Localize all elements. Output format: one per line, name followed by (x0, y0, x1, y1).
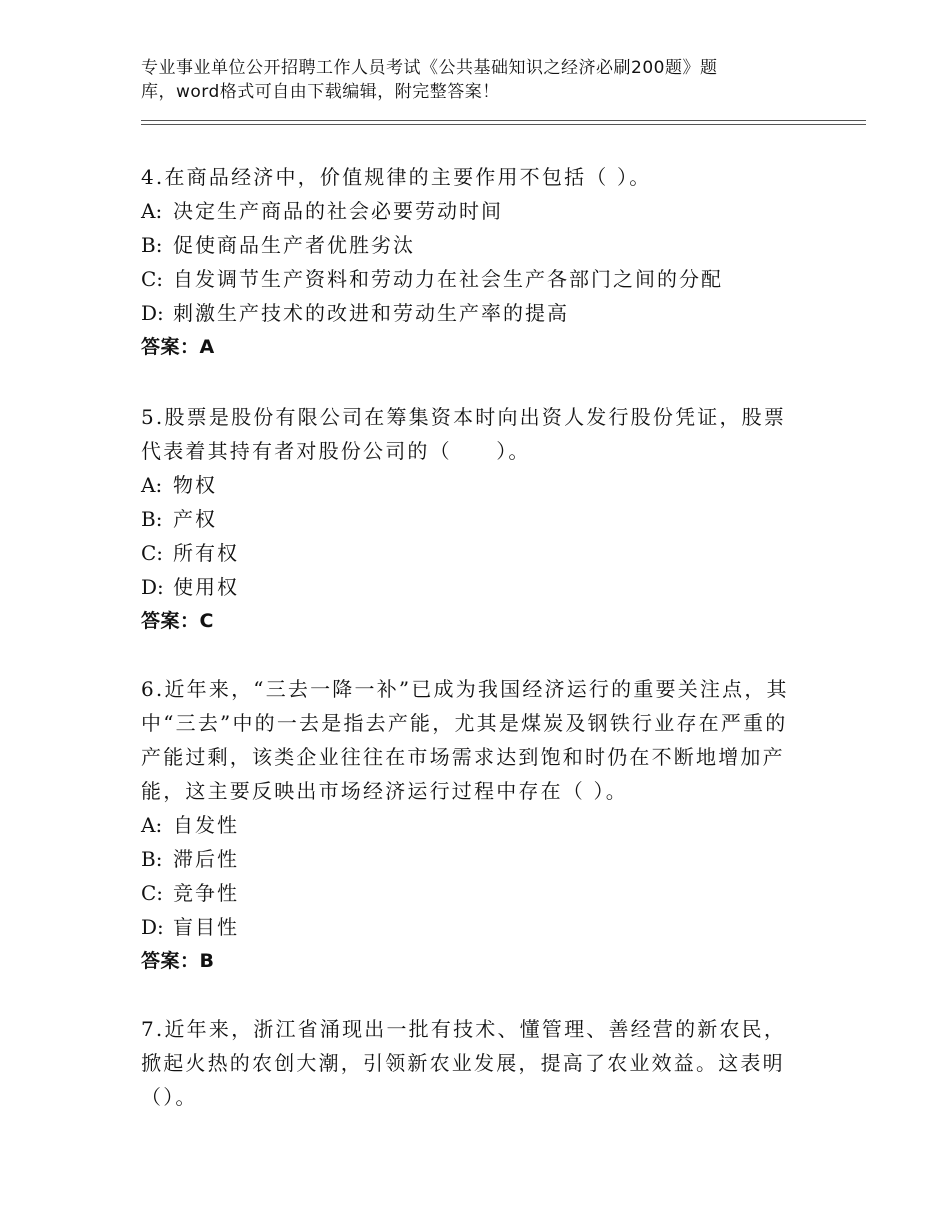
header-line-2: 库，word格式可自由下载编辑，附完整答案！ (141, 82, 500, 102)
option-letter: B: (141, 507, 163, 531)
option-letter: A: (141, 813, 163, 837)
header-divider (141, 120, 866, 125)
option-b (141, 842, 801, 876)
option-letter: D: (141, 915, 164, 939)
option-text: 促使商品生产者优胜劣汰 (173, 233, 415, 257)
option-letter: A: (141, 473, 163, 497)
option-b (141, 502, 801, 536)
answer-label: 答案：B (141, 950, 215, 972)
option-text: 使用权 (173, 575, 239, 599)
header-line-1: 专业事业单位公开招聘工作人员考试《公共基础知识之经济必刷200题》题 (141, 58, 718, 78)
option-c (141, 536, 801, 570)
option-d (141, 910, 801, 944)
option-text: 产权 (173, 507, 217, 531)
question-stem: 5.股票是股份有限公司在筹集资本时向出资人发行股份凭证，股票代表着其持有者对股份公司的（ ）。 (141, 405, 787, 463)
option-letter: D: (141, 575, 164, 599)
option-letter: C: (141, 267, 164, 291)
document-header (141, 56, 781, 104)
option-a (141, 468, 801, 502)
option-text: 自发性 (173, 813, 239, 837)
option-c (141, 262, 801, 296)
option-c (141, 876, 801, 910)
option-a (141, 194, 801, 228)
answer-label: 答案：A (141, 336, 215, 358)
option-text: 所有权 (173, 541, 239, 565)
question-4 (141, 160, 801, 364)
option-letter: C: (141, 881, 164, 905)
option-text: 竞争性 (173, 881, 239, 905)
option-b (141, 228, 801, 262)
option-letter: D: (141, 301, 164, 325)
option-text: 决定生产商品的社会必要劳动时间 (173, 199, 503, 223)
question-6 (141, 672, 801, 978)
option-text: 自发调节生产资料和劳动力在社会生产各部门之间的分配 (173, 267, 723, 291)
answer-label: 答案：C (141, 610, 214, 632)
option-letter: B: (141, 847, 163, 871)
option-a (141, 808, 801, 842)
option-letter: A: (141, 199, 163, 223)
option-letter: C: (141, 541, 164, 565)
option-letter: B: (141, 233, 163, 257)
option-d (141, 296, 801, 330)
option-text: 物权 (173, 473, 217, 497)
option-d (141, 570, 801, 604)
question-7 (141, 1012, 801, 1114)
question-5 (141, 400, 801, 638)
question-stem: 4.在商品经济中，价值规律的主要作用不包括（ ）。 (141, 165, 652, 189)
option-text: 刺激生产技术的改进和劳动生产率的提高 (173, 301, 569, 325)
option-text: 滞后性 (173, 847, 239, 871)
question-stem: 6.近年来，“三去一降一补”已成为我国经济运行的重要关注点，其中“三去”中的一去是指去产能，尤其是煤炭及钢铁行业存在严重的产能过剩，该类企业往往在市场需求达到饱和时仍在不断地增加产能，这主要反映出市场经济运行过程中存在（ ）。 (141, 677, 789, 803)
option-text: 盲目性 (173, 915, 239, 939)
question-stem: 7.近年来，浙江省涌现出一批有技术、懂管理、善经营的新农民，掀起火热的农创大潮，引领新农业发展，提高了农业效益。这表明（）。 (141, 1017, 787, 1109)
